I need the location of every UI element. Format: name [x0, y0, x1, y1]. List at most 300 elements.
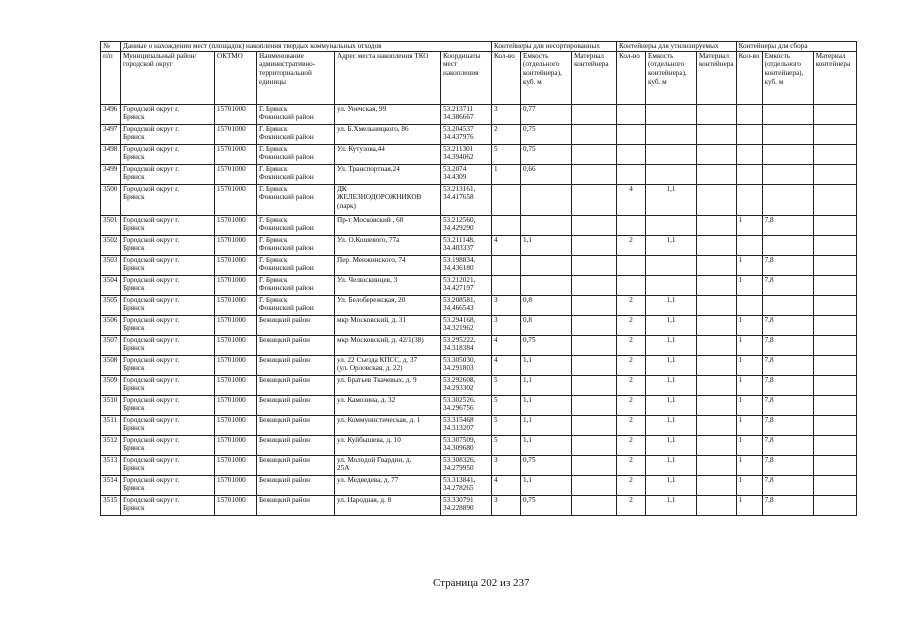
- qty-utilized-cell: [617, 415, 646, 435]
- material-unsorted-cell: [572, 164, 617, 184]
- qty-utilized-cell-text: 2: [629, 455, 633, 464]
- capacity-utilized-cell-text: 1,1: [666, 315, 676, 324]
- material-utilized-cell: [697, 335, 737, 355]
- row-number-text: 3502: [103, 235, 118, 244]
- qty-unsorted-cell: [492, 335, 521, 355]
- material-utilized-cell: [697, 395, 737, 415]
- table-row: [101, 235, 857, 255]
- header-material-collect: Материал контейнера: [813, 51, 856, 104]
- qty-utilized-cell-text: 2: [629, 475, 633, 484]
- coordinates-cell-text: 53.211301 34.394062: [443, 144, 474, 162]
- capacity-collect-cell: [762, 415, 813, 435]
- qty-unsorted-cell-text: 2: [494, 124, 498, 133]
- capacity-collect-cell-text: 7,8: [764, 495, 774, 504]
- coordinates-cell-text: 53.211148, 34.403337: [443, 235, 475, 253]
- admin-unit-cell: [257, 104, 335, 124]
- oktmo-cell: [215, 104, 257, 124]
- qty-utilized-cell: [617, 275, 646, 295]
- admin-unit-cell: [257, 255, 335, 275]
- oktmo-cell-text: 15701000: [217, 255, 246, 264]
- coordinates-cell: [441, 215, 492, 235]
- municipal-cell: [121, 275, 215, 295]
- qty-unsorted-cell: [492, 164, 521, 184]
- oktmo-cell-text: 15701000: [217, 315, 246, 324]
- material-unsorted-cell: [572, 375, 617, 395]
- admin-unit-cell-text: Бежицкий район: [259, 415, 311, 424]
- qty-unsorted-cell: [492, 255, 521, 275]
- qty-collect-cell: [736, 395, 762, 415]
- qty-collect-cell: [736, 164, 762, 184]
- material-collect-cell: [813, 315, 856, 335]
- qty-collect-cell-text: 1: [738, 335, 743, 344]
- row-number-text: 3513: [103, 455, 118, 464]
- address-cell-text: Пр-т Московский , 68: [337, 215, 404, 224]
- capacity-unsorted-cell: [521, 104, 572, 124]
- page-number: Страница 202 из 237: [433, 577, 530, 589]
- material-unsorted-cell: [572, 215, 617, 235]
- capacity-collect-cell-text: 7,8: [764, 215, 774, 224]
- table-row: [101, 375, 857, 395]
- table-row: [101, 215, 857, 235]
- table-row: [101, 124, 857, 144]
- material-utilized-cell: [697, 355, 737, 375]
- capacity-utilized-cell: [646, 435, 697, 455]
- oktmo-cell-text: 15701000: [217, 215, 246, 224]
- address-cell: [335, 215, 441, 235]
- admin-unit-cell-text: Г. Брянск Фокинский район: [259, 184, 314, 202]
- material-unsorted-cell: [572, 335, 617, 355]
- capacity-unsorted-cell: [521, 495, 572, 515]
- qty-collect-cell-text: 1: [738, 375, 743, 384]
- capacity-utilized-cell-text: 1,1: [666, 375, 676, 384]
- municipal-cell: [121, 215, 215, 235]
- coordinates-cell: [441, 124, 492, 144]
- qty-collect-cell-text: 1: [738, 315, 743, 324]
- municipal-cell-text: Городской округ г. Брянск: [123, 275, 180, 293]
- capacity-collect-cell: [762, 395, 813, 415]
- row-number: [101, 395, 121, 415]
- address-cell-text: ул. Б.Хмельницкого, 86: [337, 124, 409, 133]
- qty-unsorted-cell-text: 3: [494, 295, 498, 304]
- row-number-text: 3496: [103, 104, 118, 113]
- qty-unsorted-cell-text: 1: [494, 164, 498, 173]
- qty-utilized-cell: [617, 124, 646, 144]
- address-cell: [335, 164, 441, 184]
- address-cell: [335, 235, 441, 255]
- row-number: [101, 255, 121, 275]
- municipal-cell-text: Городской округ г. Брянск: [123, 455, 180, 473]
- address-cell-text: ул. 22 Съезда КПСС, д. 37 (ул. Орловская, д. 22): [337, 355, 418, 373]
- header-qty-unsorted: Кол-во: [492, 51, 521, 104]
- coordinates-cell-text: 53.315468 34.313207: [443, 415, 474, 433]
- row-number: [101, 375, 121, 395]
- oktmo-cell: [215, 395, 257, 415]
- row-number: [101, 104, 121, 124]
- municipal-cell: [121, 335, 215, 355]
- coordinates-cell: [441, 415, 492, 435]
- table-row: [101, 415, 857, 435]
- municipal-cell: [121, 375, 215, 395]
- admin-unit-cell: [257, 415, 335, 435]
- coordinates-cell-text: 53.308326, 34.279950: [443, 455, 476, 473]
- capacity-utilized-cell-text: 1,1: [666, 415, 676, 424]
- table-row: [101, 164, 857, 184]
- capacity-collect-cell: [762, 144, 813, 164]
- oktmo-cell: [215, 495, 257, 515]
- capacity-collect-cell: [762, 315, 813, 335]
- material-utilized-cell: [697, 184, 737, 215]
- capacity-unsorted-cell: [521, 355, 572, 375]
- oktmo-cell-text: 15701000: [217, 275, 246, 284]
- qty-unsorted-cell: [492, 235, 521, 255]
- address-cell-text: мкр Московский, д. 31: [337, 315, 407, 324]
- municipal-cell: [121, 295, 215, 315]
- header-material-unsorted: Материал контейнера: [572, 51, 617, 104]
- admin-unit-cell-text: Бежицкий район: [259, 315, 311, 324]
- qty-utilized-cell-text: 2: [629, 315, 633, 324]
- municipal-cell: [121, 395, 215, 415]
- waste-sites-table: [100, 41, 857, 516]
- capacity-unsorted-cell-text: 0,8: [523, 315, 532, 324]
- capacity-utilized-cell: [646, 124, 697, 144]
- coordinates-cell-text: 53.212021, 34.427197: [443, 275, 476, 293]
- qty-utilized-cell-text: 2: [629, 435, 633, 444]
- qty-utilized-cell-text: 2: [629, 235, 633, 244]
- capacity-unsorted-cell-text: 0,75: [523, 144, 536, 153]
- material-unsorted-cell: [572, 455, 617, 475]
- material-collect-cell: [813, 495, 856, 515]
- oktmo-cell: [215, 215, 257, 235]
- address-cell: [335, 295, 441, 315]
- qty-utilized-cell-text: 2: [629, 375, 633, 384]
- capacity-utilized-cell: [646, 395, 697, 415]
- capacity-collect-cell-text: 7,8: [764, 275, 774, 284]
- admin-unit-cell: [257, 275, 335, 295]
- municipal-cell-text: Городской округ г. Брянск: [123, 355, 180, 373]
- material-utilized-cell: [697, 104, 737, 124]
- row-number-text: 3508: [103, 355, 118, 364]
- qty-unsorted-cell-text: 5: [494, 375, 498, 384]
- row-number-text: 3509: [103, 375, 118, 384]
- oktmo-cell-text: 15701000: [217, 395, 246, 404]
- address-cell: [335, 495, 441, 515]
- capacity-utilized-cell: [646, 184, 697, 215]
- address-cell-text: Ул. Челюскинцев, 3: [337, 275, 398, 284]
- address-cell: [335, 335, 441, 355]
- qty-unsorted-cell-text: 5: [494, 435, 498, 444]
- header-qty-utilized: Кол-во: [617, 51, 646, 104]
- oktmo-cell: [215, 275, 257, 295]
- row-number: [101, 184, 121, 215]
- capacity-utilized-cell-text: 1,1: [666, 495, 676, 504]
- material-unsorted-cell: [572, 124, 617, 144]
- capacity-collect-cell-text: 7,8: [764, 255, 774, 264]
- address-cell: [335, 355, 441, 375]
- qty-utilized-cell: [617, 475, 646, 495]
- capacity-collect-cell: [762, 124, 813, 144]
- material-collect-cell: [813, 395, 856, 415]
- qty-collect-cell: [736, 104, 762, 124]
- capacity-collect-cell-text: 7,8: [764, 435, 774, 444]
- oktmo-cell-text: 15701000: [217, 375, 246, 384]
- admin-unit-cell-text: Г. Брянск Фокинский район: [259, 255, 314, 273]
- capacity-unsorted-cell: [521, 415, 572, 435]
- material-collect-cell: [813, 355, 856, 375]
- qty-unsorted-cell: [492, 315, 521, 335]
- admin-unit-cell-text: Г. Брянск Фокинский район: [259, 235, 314, 253]
- qty-utilized-cell: [617, 255, 646, 275]
- material-utilized-cell: [697, 144, 737, 164]
- row-number-text: 3497: [103, 124, 118, 133]
- table-row: [101, 295, 857, 315]
- capacity-unsorted-cell-text: 0,8: [523, 295, 532, 304]
- address-cell: [335, 395, 441, 415]
- municipal-cell: [121, 255, 215, 275]
- row-number: [101, 215, 121, 235]
- capacity-unsorted-cell-text: 1,1: [523, 355, 532, 364]
- coordinates-cell: [441, 235, 492, 255]
- coordinates-cell: [441, 495, 492, 515]
- qty-utilized-cell: [617, 315, 646, 335]
- material-unsorted-cell: [572, 415, 617, 435]
- capacity-collect-cell: [762, 184, 813, 215]
- qty-collect-cell: [736, 375, 762, 395]
- material-unsorted-cell: [572, 255, 617, 275]
- table-row: [101, 395, 857, 415]
- material-collect-cell: [813, 255, 856, 275]
- admin-unit-cell: [257, 184, 335, 215]
- admin-unit-cell: [257, 355, 335, 375]
- row-number: [101, 475, 121, 495]
- address-cell: [335, 184, 441, 215]
- row-number-text: 3514: [103, 475, 118, 484]
- capacity-utilized-cell: [646, 235, 697, 255]
- capacity-unsorted-cell-text: 1,1: [523, 235, 532, 244]
- row-number-text: 3499: [103, 164, 118, 173]
- row-number-text: 3504: [103, 275, 118, 284]
- capacity-collect-cell-text: 7,8: [764, 415, 774, 424]
- municipal-cell-text: Городской округ г. Брянск: [123, 104, 180, 122]
- table-row: [101, 315, 857, 335]
- capacity-unsorted-cell: [521, 475, 572, 495]
- municipal-cell-text: Городской округ г. Брянск: [123, 124, 180, 142]
- qty-collect-cell-text: 1: [738, 475, 743, 484]
- material-utilized-cell: [697, 255, 737, 275]
- municipal-cell-text: Городской округ г. Брянск: [123, 415, 180, 433]
- material-collect-cell: [813, 275, 856, 295]
- municipal-cell: [121, 355, 215, 375]
- capacity-utilized-cell-text: 1,1: [666, 235, 676, 244]
- row-number: [101, 315, 121, 335]
- municipal-cell-text: Городской округ г. Брянск: [123, 495, 180, 513]
- capacity-collect-cell: [762, 455, 813, 475]
- qty-utilized-cell: [617, 375, 646, 395]
- qty-collect-cell: [736, 435, 762, 455]
- admin-unit-cell: [257, 315, 335, 335]
- row-number-text: 3503: [103, 255, 118, 264]
- qty-unsorted-cell: [492, 435, 521, 455]
- admin-unit-cell-text: Бежицкий район: [259, 495, 311, 504]
- material-utilized-cell: [697, 275, 737, 295]
- capacity-utilized-cell-text: 1,1: [666, 295, 676, 304]
- qty-collect-cell: [736, 415, 762, 435]
- capacity-unsorted-cell: [521, 375, 572, 395]
- qty-collect-cell: [736, 495, 762, 515]
- capacity-collect-cell-text: 7,8: [764, 375, 774, 384]
- municipal-cell-text: Городской округ г. Брянск: [123, 144, 180, 162]
- material-unsorted-cell: [572, 295, 617, 315]
- qty-collect-cell-text: 1: [738, 275, 743, 284]
- capacity-collect-cell: [762, 235, 813, 255]
- material-collect-cell: [813, 335, 856, 355]
- coordinates-cell: [441, 184, 492, 215]
- address-cell: [335, 315, 441, 335]
- material-utilized-cell: [697, 375, 737, 395]
- material-collect-cell: [813, 184, 856, 215]
- material-utilized-cell: [697, 435, 737, 455]
- capacity-unsorted-cell: [521, 295, 572, 315]
- coordinates-cell-text: 53.198834, 34.436180: [443, 255, 476, 273]
- qty-unsorted-cell-text: 3: [494, 104, 498, 113]
- capacity-utilized-cell-text: 1,1: [666, 395, 676, 404]
- capacity-utilized-cell: [646, 495, 697, 515]
- coordinates-cell: [441, 335, 492, 355]
- qty-utilized-cell: [617, 495, 646, 515]
- row-number: [101, 144, 121, 164]
- material-collect-cell: [813, 235, 856, 255]
- coordinates-cell-text: 53.212560, 34.429290: [443, 215, 476, 233]
- municipal-cell-text: Городской округ г. Брянск: [123, 475, 180, 493]
- qty-unsorted-cell-text: 5: [494, 395, 498, 404]
- capacity-utilized-cell: [646, 355, 697, 375]
- municipal-cell: [121, 235, 215, 255]
- row-number-text: 3498: [103, 144, 118, 153]
- oktmo-cell-text: 15701000: [217, 144, 246, 153]
- material-utilized-cell: [697, 124, 737, 144]
- oktmo-cell: [215, 144, 257, 164]
- qty-unsorted-cell: [492, 184, 521, 215]
- coordinates-cell: [441, 295, 492, 315]
- admin-unit-cell-text: Бежицкий район: [259, 335, 311, 344]
- qty-utilized-cell: [617, 144, 646, 164]
- admin-unit-cell: [257, 495, 335, 515]
- address-cell: [335, 455, 441, 475]
- qty-collect-cell: [736, 275, 762, 295]
- capacity-utilized-cell-text: 1,1: [666, 335, 676, 344]
- coordinates-cell: [441, 144, 492, 164]
- row-number-text: 3511: [103, 415, 118, 424]
- table-body: [101, 104, 857, 515]
- capacity-utilized-cell-text: 1,1: [666, 184, 676, 193]
- capacity-collect-cell: [762, 215, 813, 235]
- capacity-utilized-cell: [646, 144, 697, 164]
- qty-unsorted-cell-text: 4: [494, 355, 498, 364]
- capacity-utilized-cell: [646, 275, 697, 295]
- qty-unsorted-cell: [492, 415, 521, 435]
- municipal-cell-text: Городской округ г. Брянск: [123, 395, 180, 413]
- row-number: [101, 164, 121, 184]
- capacity-unsorted-cell: [521, 455, 572, 475]
- row-number: [101, 275, 121, 295]
- capacity-unsorted-cell-text: 0,75: [523, 124, 536, 133]
- qty-collect-cell-text: 1: [738, 395, 743, 404]
- material-unsorted-cell: [572, 235, 617, 255]
- admin-unit-cell: [257, 435, 335, 455]
- qty-utilized-cell-text: 2: [629, 335, 633, 344]
- coordinates-cell-text: 53.294168, 34.321962: [443, 315, 476, 333]
- material-collect-cell: [813, 124, 856, 144]
- admin-unit-cell-text: Г. Брянск Фокинский район: [259, 164, 314, 182]
- table-row: [101, 184, 857, 215]
- address-cell: [335, 104, 441, 124]
- header-capacity-collect: Емкость (отдельного контейнера), куб. м: [762, 51, 813, 104]
- oktmo-cell: [215, 475, 257, 495]
- address-cell: [335, 144, 441, 164]
- qty-utilized-cell: [617, 435, 646, 455]
- qty-unsorted-cell: [492, 455, 521, 475]
- material-unsorted-cell: [572, 144, 617, 164]
- coordinates-cell: [441, 315, 492, 335]
- capacity-utilized-cell-text: 1,1: [666, 435, 676, 444]
- row-number-text: 3507: [103, 335, 118, 344]
- qty-unsorted-cell-text: 3: [494, 495, 498, 504]
- oktmo-cell: [215, 455, 257, 475]
- capacity-utilized-cell: [646, 455, 697, 475]
- material-collect-cell: [813, 415, 856, 435]
- coordinates-cell-text: 53.305030, 34.291803: [443, 355, 476, 373]
- qty-unsorted-cell: [492, 395, 521, 415]
- oktmo-cell: [215, 355, 257, 375]
- oktmo-cell-text: 15701000: [217, 164, 246, 173]
- oktmo-cell-text: 15701000: [217, 355, 246, 364]
- row-number: [101, 415, 121, 435]
- row-number-text: 3515: [103, 495, 118, 504]
- capacity-unsorted-cell: [521, 215, 572, 235]
- oktmo-cell: [215, 184, 257, 215]
- qty-utilized-cell: [617, 395, 646, 415]
- capacity-unsorted-cell-text: 1,1: [523, 435, 532, 444]
- capacity-utilized-cell: [646, 375, 697, 395]
- municipal-cell: [121, 164, 215, 184]
- header-material-utilized: Материал контейнера: [697, 51, 737, 104]
- municipal-cell-text: Городской округ г. Брянск: [123, 375, 180, 393]
- material-unsorted-cell: [572, 315, 617, 335]
- qty-unsorted-cell-text: 4: [494, 475, 498, 484]
- oktmo-cell-text: 15701000: [217, 415, 246, 424]
- row-number-text: 3500: [103, 184, 118, 193]
- table-row: [101, 355, 857, 375]
- admin-unit-cell-text: Г. Брянск Фокинский район: [259, 124, 314, 142]
- qty-utilized-cell-text: 2: [629, 355, 633, 364]
- capacity-unsorted-cell: [521, 255, 572, 275]
- capacity-utilized-cell: [646, 415, 697, 435]
- qty-collect-cell: [736, 255, 762, 275]
- row-number: [101, 124, 121, 144]
- material-unsorted-cell: [572, 435, 617, 455]
- address-cell: [335, 375, 441, 395]
- material-unsorted-cell: [572, 395, 617, 415]
- material-collect-cell: [813, 215, 856, 235]
- qty-utilized-cell: [617, 164, 646, 184]
- admin-unit-cell: [257, 455, 335, 475]
- qty-utilized-cell: [617, 184, 646, 215]
- municipal-cell-text: Городской округ г. Брянск: [123, 255, 180, 273]
- address-cell: [335, 475, 441, 495]
- capacity-collect-cell-text: 7,8: [764, 455, 774, 464]
- table-row: [101, 455, 857, 475]
- qty-utilized-cell-text: 2: [629, 395, 633, 404]
- admin-unit-cell-text: Бежицкий район: [259, 435, 311, 444]
